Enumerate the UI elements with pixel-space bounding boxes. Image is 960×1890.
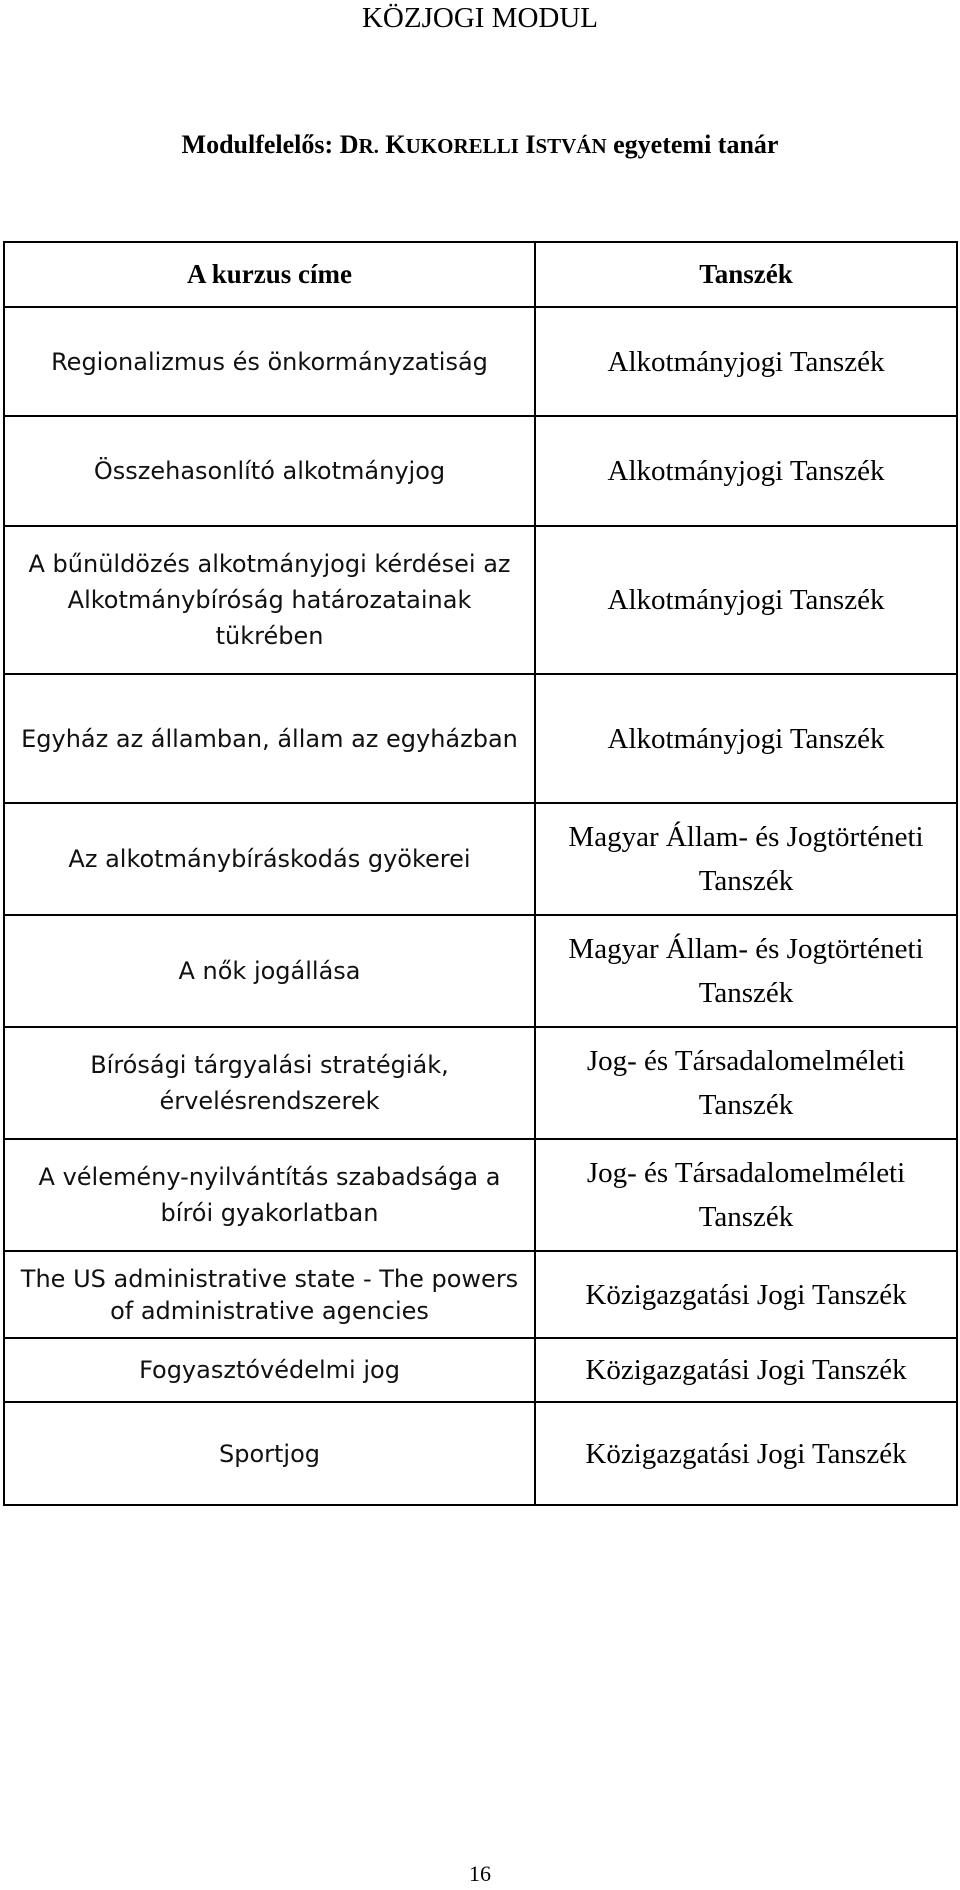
course-table — [3, 241, 958, 1506]
table-header-row — [4, 242, 957, 307]
responsible-title: egyetemi tanár — [606, 130, 779, 159]
course-title: Bírósági tárgyalási stratégiák, érvelésrendszerek — [4, 1027, 535, 1139]
department: Magyar Állam- és Jogtörténeti Tanszék — [535, 915, 957, 1027]
given-rest: STVÁN — [535, 134, 607, 158]
course-title: A nők jogállása — [4, 915, 535, 1027]
course-title: The US administrative state - The powers of administrative agencies — [4, 1251, 535, 1338]
table-row — [4, 1027, 957, 1139]
department: Alkotmányjogi Tanszék — [535, 674, 957, 803]
page-number: 16 — [469, 1861, 491, 1886]
table-row — [4, 526, 957, 674]
dr-initial: D — [339, 130, 359, 159]
table-row — [4, 1139, 957, 1251]
dr-rest: R. — [358, 134, 379, 158]
course-title: Sportjog — [4, 1402, 535, 1505]
department: Magyar Állam- és Jogtörténeti Tanszék — [535, 803, 957, 915]
module-responsible — [0, 128, 960, 163]
department: Alkotmányjogi Tanszék — [535, 526, 957, 674]
responsible-label: Modulfelelős: — [181, 130, 340, 159]
module-title: KÖZJOGI MODUL — [361, 2, 598, 34]
department: Alkotmányjogi Tanszék — [535, 307, 957, 416]
table-row — [4, 307, 957, 416]
course-title: Regionalizmus és önkormányzatiság — [4, 307, 535, 416]
table-row — [4, 674, 957, 803]
course-title: Az alkotmánybíráskodás gyökerei — [4, 803, 535, 915]
table-row — [4, 1338, 957, 1402]
department: Közigazgatási Jogi Tanszék — [535, 1251, 957, 1338]
table-row — [4, 915, 957, 1027]
table-row — [4, 1402, 957, 1505]
given-initial: I — [525, 130, 536, 159]
course-title: Egyház az államban, állam az egyházban — [4, 674, 535, 803]
department: Közigazgatási Jogi Tanszék — [535, 1338, 957, 1402]
course-title: A vélemény-nyilvántítás szabadsága a bírói gyakorlatban — [4, 1139, 535, 1251]
table-row — [4, 1251, 957, 1338]
surname-rest: UKORELLI — [405, 134, 519, 158]
course-title: A bűnüldözés alkotmányjogi kérdései az Alkotmánybíróság határozatainak tükrében — [4, 526, 535, 674]
department: Jog- és Társadalomelméleti Tanszék — [535, 1027, 957, 1139]
department: Jog- és Társadalomelméleti Tanszék — [535, 1139, 957, 1251]
header-department: Tanszék — [535, 242, 957, 307]
table-row — [4, 416, 957, 526]
department: Alkotmányjogi Tanszék — [535, 416, 957, 526]
header-course: A kurzus címe — [4, 242, 535, 307]
course-title: Fogyasztóvédelmi jog — [4, 1338, 535, 1402]
department: Közigazgatási Jogi Tanszék — [535, 1402, 957, 1505]
surname-initial: K — [385, 130, 406, 159]
table-row — [4, 803, 957, 915]
course-title: Összehasonlító alkotmányjog — [4, 416, 535, 526]
